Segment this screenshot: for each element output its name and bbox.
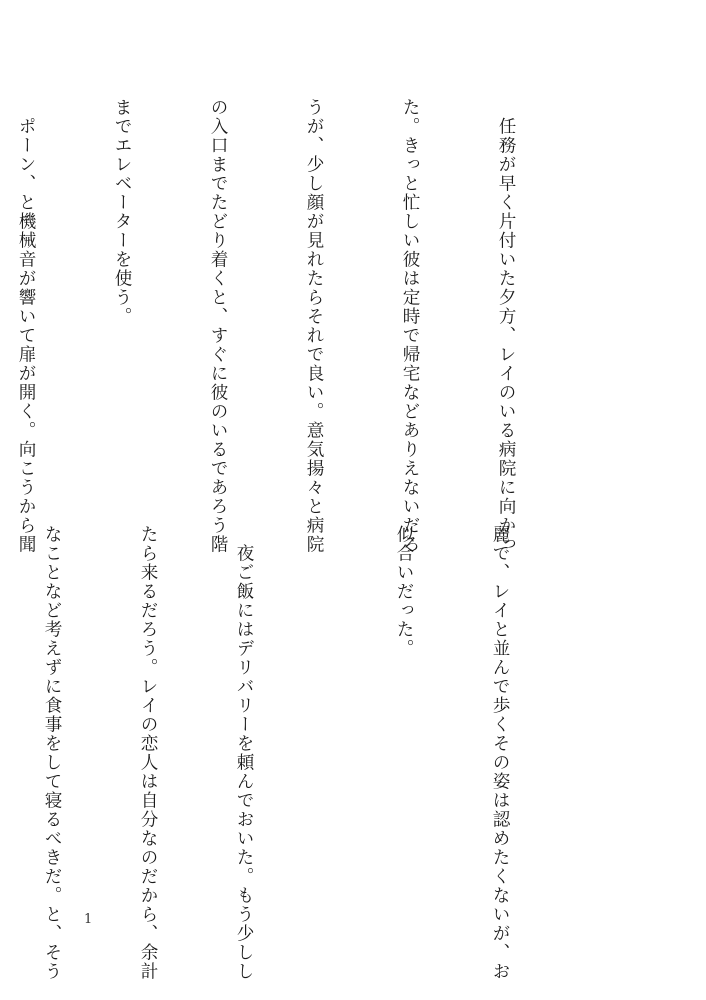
text-line: の入口までたどり着くと、すぐに彼のいるであろう階 [208,98,228,554]
text-line: たら来るだろう。レイの恋人は自分なのだから、余計 [138,525,158,981]
text-line: た。きっと忙しい彼は定時で帰宅などありえないだろ [400,98,420,554]
text-line: なことなど考えずに食事をして寝るべきだ。と、そう [42,525,62,981]
upper-text-block [0,98,586,554]
text-line: 夜ご飯にはデリバリーを頼んでおいた。もう少しし [234,525,254,981]
text-line: 任務が早く片付いた夕方、レイのいる病院に向かっ [496,98,516,554]
text-line: 麗で、レイと並んで歩くその姿は認めたくないが、お [490,525,510,981]
lower-text-block [0,525,580,981]
text-line: うが、少し顔が見れたらそれで良い。意気揚々と病院 [304,98,324,554]
text-line: 似合いだった。 [394,525,414,658]
text-line: ポーン、と機械音が響いて扉が開く。向こうから聞 [16,98,36,554]
page-number: 1 [84,912,93,927]
text-line: までエレベーターを使う。 [112,98,132,326]
